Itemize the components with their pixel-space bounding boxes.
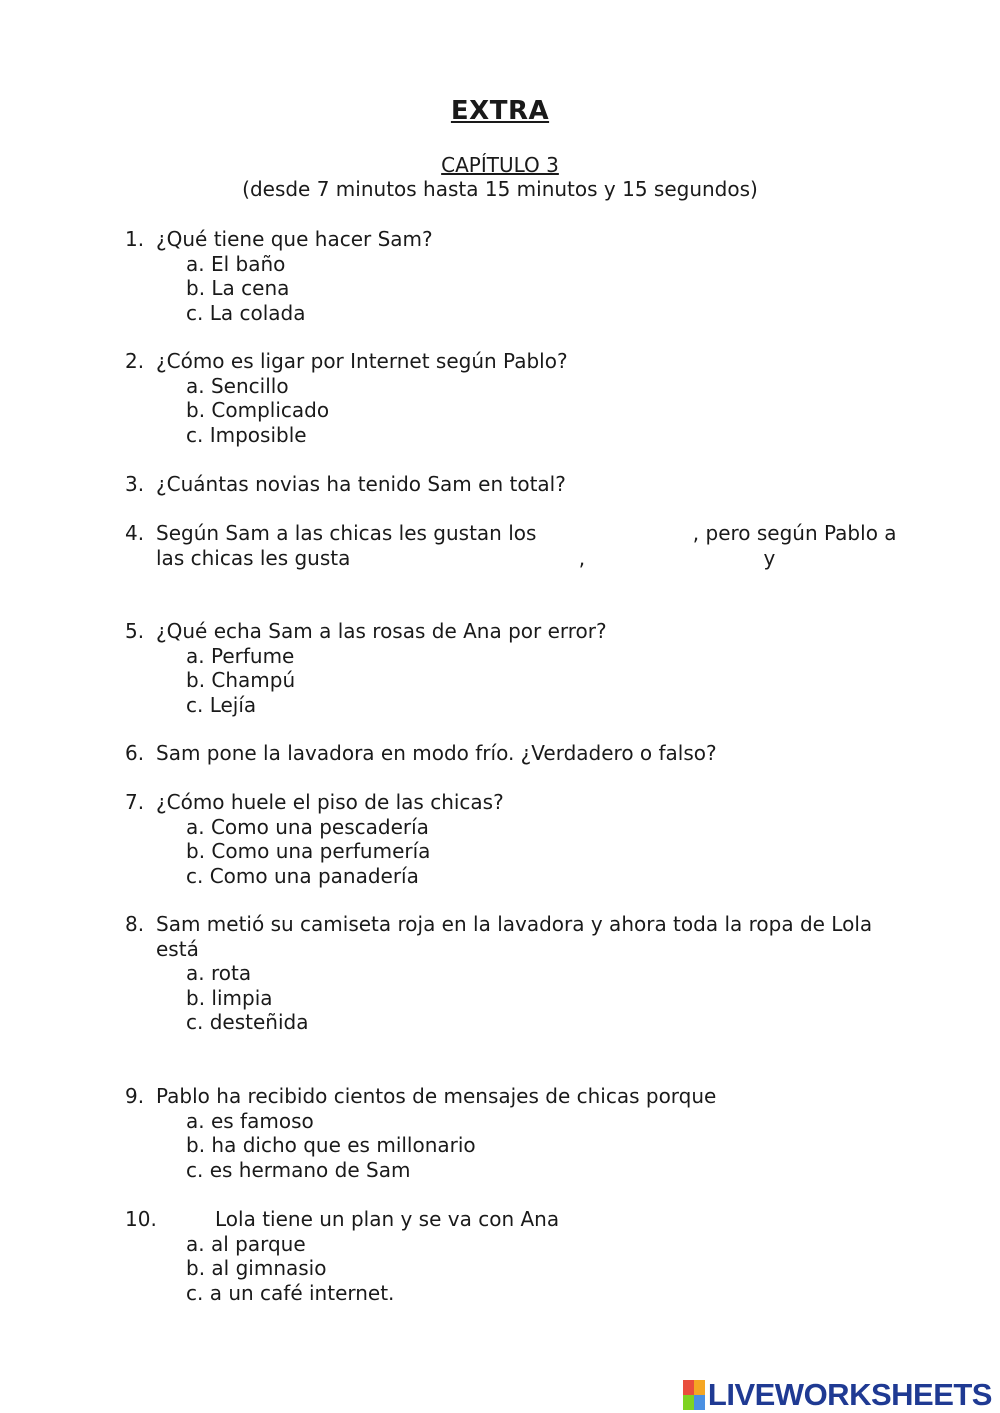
option[interactable]: b. Complicado: [186, 398, 330, 422]
option[interactable]: b. al gimnasio: [186, 1256, 327, 1280]
option[interactable]: a. al parque: [186, 1231, 306, 1256]
question-1: [125, 227, 915, 325]
question-text: Sam pone la lavadora en modo frío. ¿Verdadero o falso?: [156, 741, 717, 765]
option[interactable]: a. Sencillo: [186, 373, 289, 398]
options-list: [125, 1232, 915, 1306]
logo-square: [683, 1395, 694, 1410]
option[interactable]: a. rota: [186, 961, 252, 985]
question-text: ¿Qué echa Sam a las rosas de Ana por error?: [156, 619, 607, 643]
options-list: [125, 1109, 915, 1183]
liveworksheets-logo: [683, 1377, 992, 1413]
options-list: [125, 961, 915, 1035]
option[interactable]: a. es famoso: [186, 1108, 314, 1133]
question-2: [125, 349, 915, 447]
question-number: 6.: [125, 741, 145, 765]
logo-square: [683, 1380, 694, 1395]
question-number: 10.: [125, 1207, 157, 1231]
option[interactable]: b. Champú: [186, 668, 296, 692]
options-list: [125, 252, 915, 326]
worksheet-title: EXTRA: [450, 96, 550, 126]
time-range-subtitle: (desde 7 minutos hasta 15 minutos y 15 segundos): [242, 177, 758, 201]
chapter-heading: CAPÍTULO 3: [441, 153, 559, 177]
question-9: [125, 1084, 915, 1182]
option[interactable]: c. La colada: [186, 300, 306, 325]
logo-mark-icon: [683, 1380, 705, 1410]
logo-square: [694, 1380, 705, 1395]
question-number: 1.: [125, 227, 145, 251]
question-3: [125, 472, 915, 497]
answer-blank-3[interactable]: [591, 564, 763, 565]
logo-text: LIVEWORKSHEETS: [707, 1377, 992, 1412]
question-text-part: , pero según Pablo a las chicas les gusta: [156, 521, 897, 570]
options-list: [125, 644, 915, 718]
option[interactable]: b. La cena: [186, 276, 290, 300]
option[interactable]: c. es hermano de Sam: [186, 1157, 411, 1182]
question-7: [125, 790, 915, 888]
option[interactable]: c. a un café internet.: [186, 1280, 395, 1305]
question-number: 2.: [125, 349, 145, 373]
question-6: [125, 741, 915, 766]
option[interactable]: c. desteñida: [186, 1010, 309, 1034]
question-5: [125, 619, 915, 717]
question-number: 9.: [125, 1084, 145, 1108]
question-10: [125, 1207, 915, 1305]
question-text-part: y: [763, 545, 776, 570]
option[interactable]: a. Como una pescadería: [186, 814, 429, 839]
question-8: [125, 912, 915, 1035]
option[interactable]: a. El baño: [186, 251, 286, 276]
question-text: Sam metió su camiseta roja en la lavadora y ahora toda la ropa de Lola está: [156, 912, 873, 961]
question-text: ¿Qué tiene que hacer Sam?: [156, 227, 433, 251]
question-text: Lola tiene un plan y se va con Ana: [215, 1207, 560, 1231]
question-text: ¿Cómo huele el piso de las chicas?: [156, 790, 504, 814]
question-4: [125, 521, 915, 570]
question-number: 4.: [125, 521, 145, 545]
option[interactable]: b. Como una perfumería: [186, 839, 431, 863]
answer-blank-2[interactable]: [357, 564, 579, 565]
option[interactable]: c. Lejía: [186, 692, 257, 717]
question-text: ¿Cómo es ligar por Internet según Pablo?: [156, 349, 568, 373]
option[interactable]: b. ha dicho que es millonario: [186, 1133, 476, 1157]
option[interactable]: a. Perfume: [186, 643, 295, 668]
option[interactable]: c. Imposible: [186, 422, 307, 447]
logo-square: [694, 1395, 705, 1410]
question-text-part: Según Sam a las chicas les gustan los: [156, 521, 537, 545]
question-number: 8.: [125, 912, 145, 936]
question-text-part: ,: [578, 545, 586, 570]
answer-blank-1[interactable]: [543, 539, 693, 540]
question-number: 5.: [125, 619, 145, 643]
question-text: [156, 521, 906, 570]
option[interactable]: b. limpia: [186, 985, 273, 1010]
question-text: Pablo ha recibido cientos de mensajes de chicas porque: [156, 1084, 717, 1108]
options-list: [125, 815, 915, 889]
options-list: [125, 374, 915, 448]
question-number: 3.: [125, 472, 145, 496]
option[interactable]: c. Como una panadería: [186, 863, 419, 888]
question-number: 7.: [125, 790, 145, 814]
question-text: ¿Cuántas novias ha tenido Sam en total?: [156, 472, 566, 496]
